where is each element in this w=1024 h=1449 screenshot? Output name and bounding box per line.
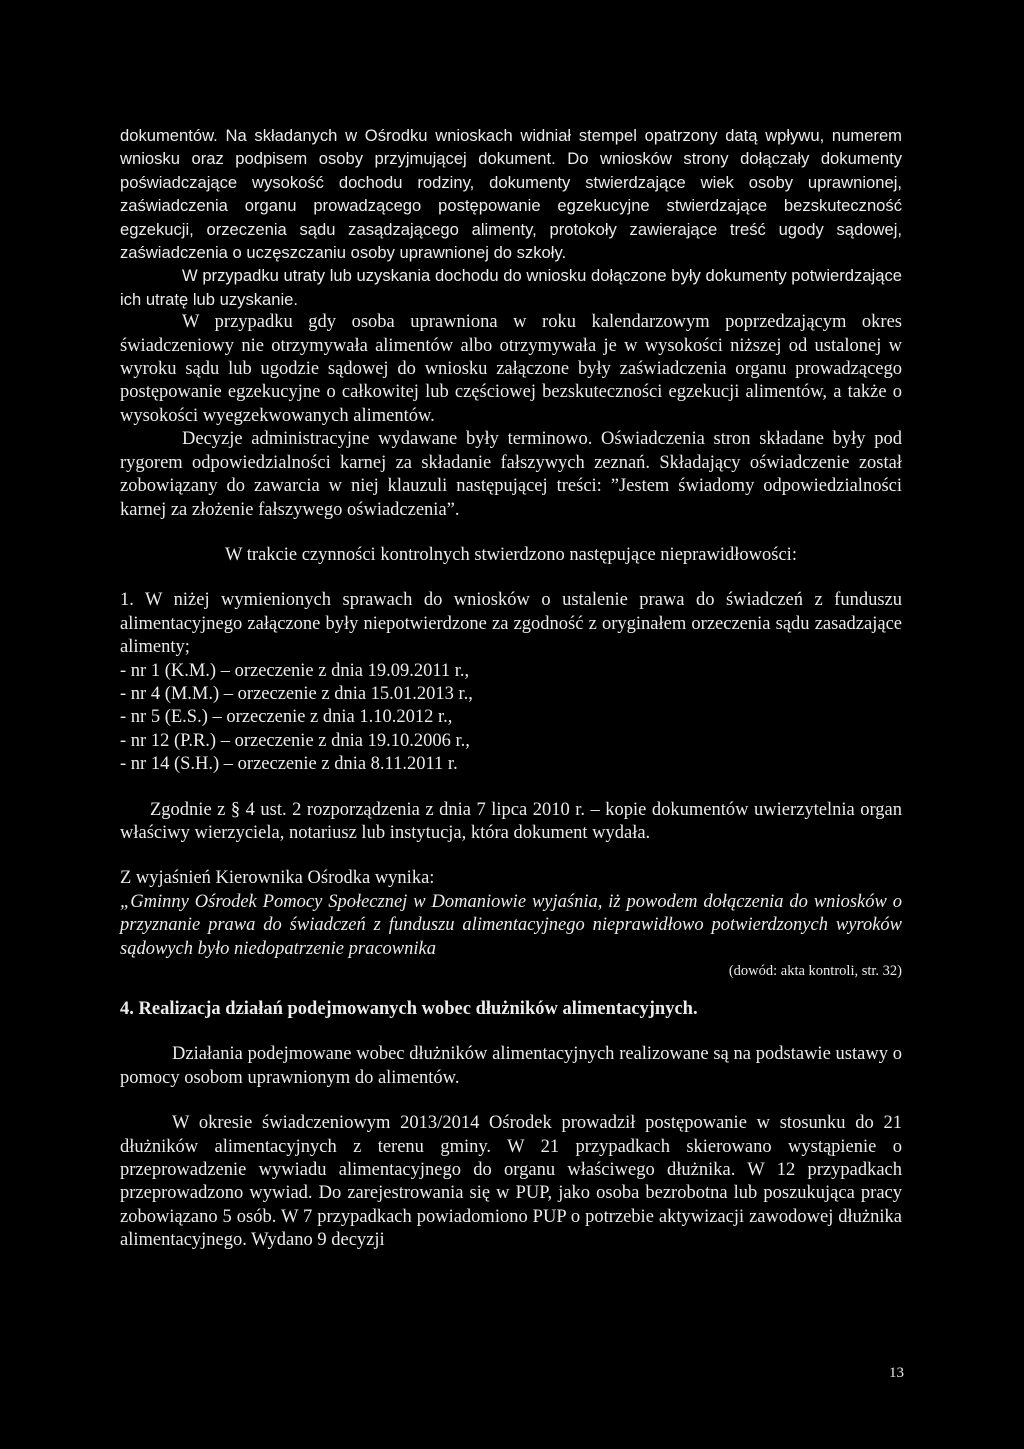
paragraph-decisions: Decyzje administracyjne wydawane były terminowo. Oświadczenia stron składane były pod rygorem odpowiedzialności karnej za składanie fałszywych zeznań. Składający oświadczenie został zobowiązany do zawarcia w niej klauzuli następującej treści: ”Jestem świadomy odpowiedzialności karnej za złożenie fałszywego oświadczenia”. — [120, 429, 902, 520]
case-list — [120, 660, 902, 777]
page-content — [120, 124, 902, 1253]
case-list-item: - nr 4 (M.M.) – orzeczenie z dnia 15.01.2013 r., — [120, 683, 473, 704]
irregularities-intro: W trakcie czynności kontrolnych stwierdzono następujące nieprawidłowości: — [225, 544, 797, 565]
section-paragraph-proceedings: W okresie świadczeniowym 2013/2014 Ośrodek prowadził postępowanie w stosunku do 21 dłużników alimentacyjnych z terenu gminy. W 21 przypadkach skierowano wystąpienie o przeprowadzenie wywiadu alimentacyjnego do organu właściwego dłużnika. W 12 przypadkach przeprowadzono wywiad. Do zarejestrowania się w PUP, jako osoba bezrobotna lub poszukująca pracy zobowiązano 5 osób. W 7 przypadkach powiadomiono PUP o potrzebie aktywizacji zawodowej dłużnika alimentacyjnego. Wydano 9 decyzji — [120, 1113, 902, 1251]
case-list-item: - nr 14 (S.H.) – orzeczenie z dnia 8.11.2011 r. — [120, 754, 458, 775]
irregularity-item-1: 1. W niżej wymienionych sprawach do wniosków o ustalenie prawa do świadczeń z funduszu alimentacyjnego załączone były niepotwierdzone za zgodność z oryginałem orzeczenia sądu zasadzające alimenty; — [120, 590, 902, 658]
paragraph-alimony-shortfall: W przypadku gdy osoba uprawniona w roku kalendarzowym poprzedzającym okres świadczeniowy nie otrzymywała alimentów albo otrzymywała je w wysokości niższej od ustalonej w wyroku sądu lub ugodzie sądowej do wniosku załączone były zaświadczenia organu prowadzącego postępowanie egzekucyjne o całkowitej lub częściowej bezskuteczności egzekucji alimentów, a także o wysokości wyegzekwowanych alimentów. — [120, 312, 902, 426]
paragraph-documents: dokumentów. Na składanych w Ośrodku wnioskach widniał stempel opatrzony datą wpływu, numerem wniosku oraz podpisem osoby przyjmującej dokument. Do wniosków strony dołączały dokumenty poświadczające wysokość dochodu rodziny, dokumenty stwierdzające wiek osoby uprawnionej, zaświadczenia organu prowadzącego postępowanie egzekucyjne stwierdzające bezskuteczność egzekucji, orzeczenia sądu zasądzającego alimenty, protokoły zawierające treść ugody sądowej, zaświadczenia o uczęszczaniu osoby uprawnionej do szkoły. — [120, 126, 902, 263]
proof-reference: (dowód: akta kontroli, str. 32) — [728, 963, 902, 979]
case-list-item: - nr 1 (K.M.) – orzeczenie z dnia 19.09.2011 r., — [120, 660, 470, 681]
section-heading: 4. Realizacja działań podejmowanych wobec dłużników alimentacyjnych. — [120, 999, 698, 1019]
case-list-item: - nr 12 (P.R.) – orzeczenie z dnia 19.10.2006 r., — [120, 730, 470, 751]
case-list-item: - nr 5 (E.S.) – orzeczenie z dnia 1.10.2012 r., — [120, 707, 453, 728]
page-number: 13 — [889, 1365, 904, 1381]
paragraph-income-change: W przypadku utraty lub uzyskania dochodu do wniosku dołączone były dokumenty potwierdzające ich utratę lub uzyskanie. — [120, 266, 902, 309]
legal-basis-paragraph: Zgodnie z § 4 ust. 2 rozporządzenia z dnia 7 lipca 2010 r. – kopie dokumentów uwierzytelnia organ właściwy wierzyciela, notariusz lub instytucja, która dokument wydała. — [120, 799, 902, 843]
explanation-intro: Z wyjaśnień Kierownika Ośrodka wynika: — [120, 868, 435, 889]
section-paragraph-basis: Działania podejmowane wobec dłużników alimentacyjnych realizowane są na podstawie ustawy o pomocy osobom uprawnionym do alimentów. — [120, 1044, 902, 1088]
explanation-quote: „Gminny Ośrodek Pomocy Społecznej w Domaniowie wyjaśnia, iż powodem dołączenia do wniosków o przyznanie prawa do świadczeń z funduszu alimentacyjnego nieprawidłowo potwierdzonych wyroków sądowych było niedopatrzenie pracownika — [120, 891, 902, 959]
